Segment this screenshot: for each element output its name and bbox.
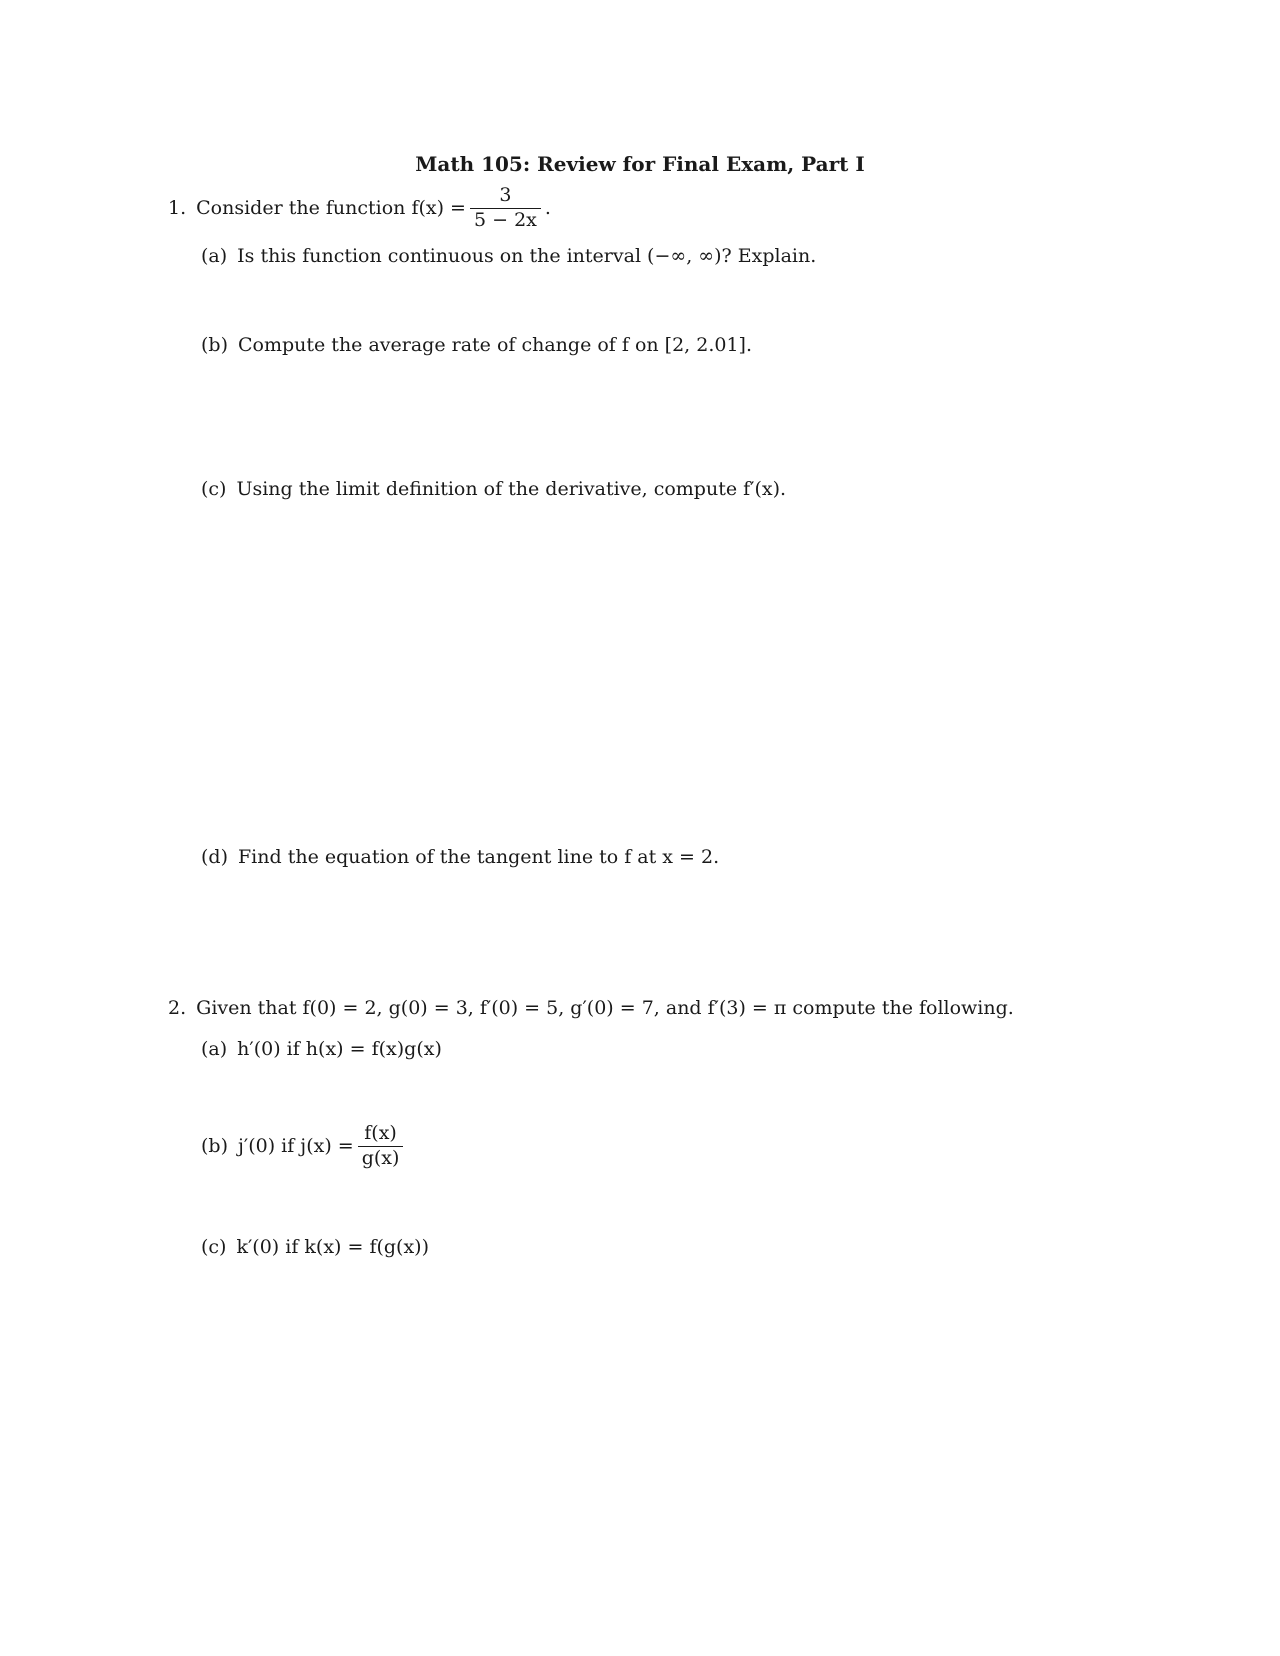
problem-2-part-c (201, 1236, 429, 1258)
problem-1-fraction (470, 186, 541, 231)
problem-2-part-a (201, 1038, 442, 1060)
problem-1-fraction-numerator: 3 (499, 184, 512, 206)
part-label: (a) (201, 1038, 228, 1060)
problem-1-number: 1. (168, 197, 187, 220)
part-text: Find the equation of the tangent line to f at x = 2. (238, 846, 720, 868)
problem-1-statement-suffix: . (544, 197, 551, 220)
part-b-fraction (358, 1124, 404, 1169)
problem-1-statement-prefix: Consider the function f(x) = (196, 197, 466, 220)
part-b-fraction-denominator: g(x) (358, 1146, 404, 1169)
part-text: Is this function continuous on the interval (−∞, ∞)? Explain. (237, 245, 817, 267)
part-label: (c) (201, 1236, 227, 1258)
part-label: (b) (201, 334, 228, 356)
problem-1-statement (168, 186, 551, 231)
problem-1-fraction-denominator: 5 − 2x (470, 208, 541, 231)
part-b-fraction-numerator: f(x) (364, 1122, 397, 1144)
part-text: h′(0) if h(x) = f(x)g(x) (237, 1038, 442, 1060)
part-label: (c) (201, 478, 227, 500)
part-prefix: j′(0) if j(x) = (238, 1135, 354, 1158)
problem-2-number: 2. (168, 997, 187, 1019)
problem-1-part-c (201, 478, 786, 500)
part-text: Using the limit definition of the derivative, compute f′(x). (236, 478, 787, 500)
problem-2-part-b (201, 1124, 407, 1169)
part-label: (a) (201, 245, 228, 267)
page-title: Math 105: Review for Final Exam, Part I (415, 152, 865, 176)
part-text: k′(0) if k(x) = f(g(x)) (236, 1236, 430, 1258)
problem-2-statement (168, 997, 1014, 1019)
problem-2-statement-text: Given that f(0) = 2, g(0) = 3, f′(0) = 5, g′(0) = 7, and f′(3) = π compute the following. (196, 997, 1014, 1019)
problem-1-part-b (201, 334, 752, 356)
part-label: (b) (201, 1135, 228, 1158)
part-label: (d) (201, 846, 228, 868)
problem-1-part-a (201, 245, 816, 267)
problem-1-part-d (201, 846, 719, 868)
part-text: Compute the average rate of change of f on [2, 2.01]. (238, 334, 752, 356)
